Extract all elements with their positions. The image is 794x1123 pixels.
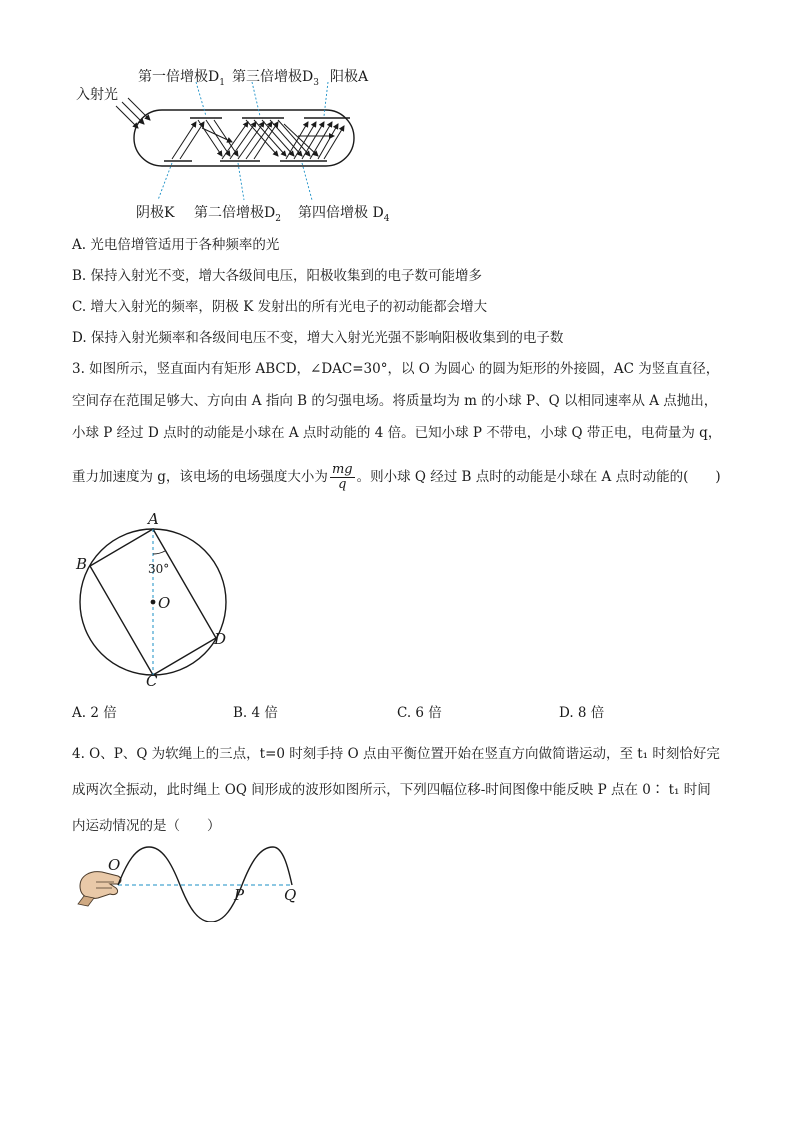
rope-wave-figure: [74, 842, 314, 922]
q3-line-3: 小球 P 经过 D 点时的动能是小球在 A 点时动能的 4 倍。已知小球 P 不带电，小球 Q 带正电，电荷量为 q，: [72, 425, 722, 441]
q3-option-a: A. 2 倍: [72, 705, 117, 721]
d4-label: 第四倍增极 $D_4$: [298, 205, 390, 224]
point-b-label: B: [76, 555, 88, 573]
field-strength-fraction: $\frac{mg}{q}$: [331, 462, 353, 492]
photomultiplier-figure: [72, 62, 402, 222]
q2-option-d: D. 保持入射光频率和各级间电压不变，增大入射光光强不影响阳极收集到的电子数: [72, 330, 564, 346]
q3-option-c: C. 6 倍: [397, 705, 442, 721]
q3-line-4: [72, 460, 721, 494]
q3-option-b: B. 4 倍: [233, 705, 278, 721]
point-c-label: C: [146, 672, 158, 690]
point-a-label: A: [148, 510, 159, 528]
incident-light-label: 入射光: [76, 87, 118, 103]
point-p-label: P: [234, 886, 245, 904]
q3-option-d: D. 8 倍: [559, 705, 605, 721]
q3-line-1: 3. 如图所示，竖直面内有矩形 ABCD，∠DAC=30°，以 O 为圆心 的圆为矩形的外接圆，AC 为竖直直径，: [72, 361, 720, 377]
center-o-label: O: [158, 594, 171, 612]
circle-rectangle-figure: [72, 510, 242, 695]
point-q-label: Q: [284, 886, 297, 904]
q4-line-1: 4. O、P、Q 为软绳上的三点，t=0 时刻手持 O 点由平衡位置开始在竖直方向做简谐运动，至 t₁ 时刻恰好完: [72, 746, 720, 762]
angle-label: 30°: [148, 562, 170, 576]
point-d-label: D: [214, 630, 227, 648]
q2-option-c: C. 增大入射光的频率，阴极 K 发射出的所有光电子的初动能都会增大: [72, 299, 488, 315]
d3-label: 第三倍增极$D_3$: [232, 69, 319, 88]
anode-label: 阳极A: [330, 69, 369, 85]
q2-option-b: B. 保持入射光不变，增大各级间电压，阳极收集到的电子数可能增多: [72, 268, 483, 284]
d2-label: 第二倍增极$D_2$: [194, 205, 281, 224]
cathode-label: 阴极K: [136, 205, 175, 221]
q4-line-3: 内运动情况的是（ ）: [72, 818, 221, 834]
rope-wave-diagram: [74, 842, 314, 922]
hand-icon: [78, 872, 121, 906]
d1-label: 第一倍增极$D_1$: [138, 69, 225, 88]
q2-option-a: A. 光电倍增管适用于各种频率的光: [72, 237, 280, 253]
q4-line-2: 成两次全振动，此时绳上 OQ 间形成的波形如图所示，下列四幅位移-时间图像中能反映 P 点在 0∶ t₁ 时间: [72, 782, 711, 798]
q3-line-2: 空间存在范围足够大、方向由 A 指向 B 的匀强电场。将质量均为 m 的小球 P、Q 以相同速率从 A 点抛出，: [72, 393, 718, 409]
circle-rectangle-diagram: [72, 510, 242, 695]
q3-line-4-pre: 重力加速度为 g，该电场的电场强度大小为: [72, 469, 328, 485]
point-o-label: O: [108, 856, 121, 874]
q3-line-4-post: 。则小球 Q 经过 B 点时的动能是小球在 A 点时动能的( ): [356, 469, 721, 485]
